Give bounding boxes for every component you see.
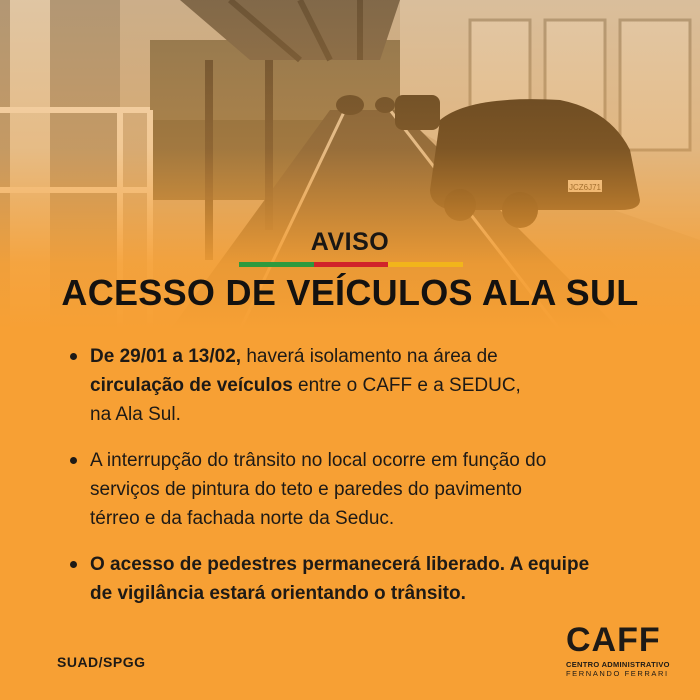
department-signature: SUAD/SPGG: [57, 654, 146, 670]
bullet-dates-area: circulação de veículos: [90, 375, 293, 396]
caff-logo-line1: CENTRO ADMINISTRATIVO: [566, 660, 670, 669]
stripe-red: [314, 262, 389, 267]
bullet-pedestrians: [68, 550, 648, 608]
bullet-pedestrians-line: O acesso de pedestres permanecerá liberado. A equipe: [90, 554, 590, 575]
bullet-dates-wing: na Ala Sul.: [90, 404, 181, 425]
caff-logo-line2: FERNANDO FERRARI: [566, 669, 669, 678]
bullet-reason-line: térreo e da fachada norte da Seduc.: [90, 508, 395, 529]
bullet-dates: [68, 342, 648, 429]
notice-bullets: [68, 342, 648, 608]
headline: ACESSO DE VEÍCULOS ALA SUL: [61, 272, 639, 313]
bullet-dates-range: De 29/01 a 13/02,: [90, 346, 242, 367]
bullet-reason-line: serviços de pintura do teto e paredes do pavimento: [90, 479, 522, 500]
bullet-dot: [70, 353, 77, 360]
stripe-yellow: [388, 262, 463, 267]
caff-logo: [566, 621, 670, 692]
bullet-pedestrians-line: de vigilância estará orientando o trânsito.: [90, 583, 466, 604]
stripe-green: [239, 262, 314, 267]
notice-label: AVISO: [310, 228, 390, 256]
caff-logo-mark: CAFF: [566, 621, 661, 659]
bullet-dates-text: haverá isolamento na área de: [241, 346, 498, 367]
bullet-dates-location: entre o CAFF e a SEDUC,: [292, 375, 521, 396]
flag-stripes: [239, 262, 463, 267]
bullet-reason-line: A interrupção do trânsito no local ocorre em função do: [90, 450, 547, 471]
bullet-dot: [70, 457, 77, 464]
bullet-dot: [70, 561, 77, 568]
bullet-reason: [68, 446, 648, 533]
